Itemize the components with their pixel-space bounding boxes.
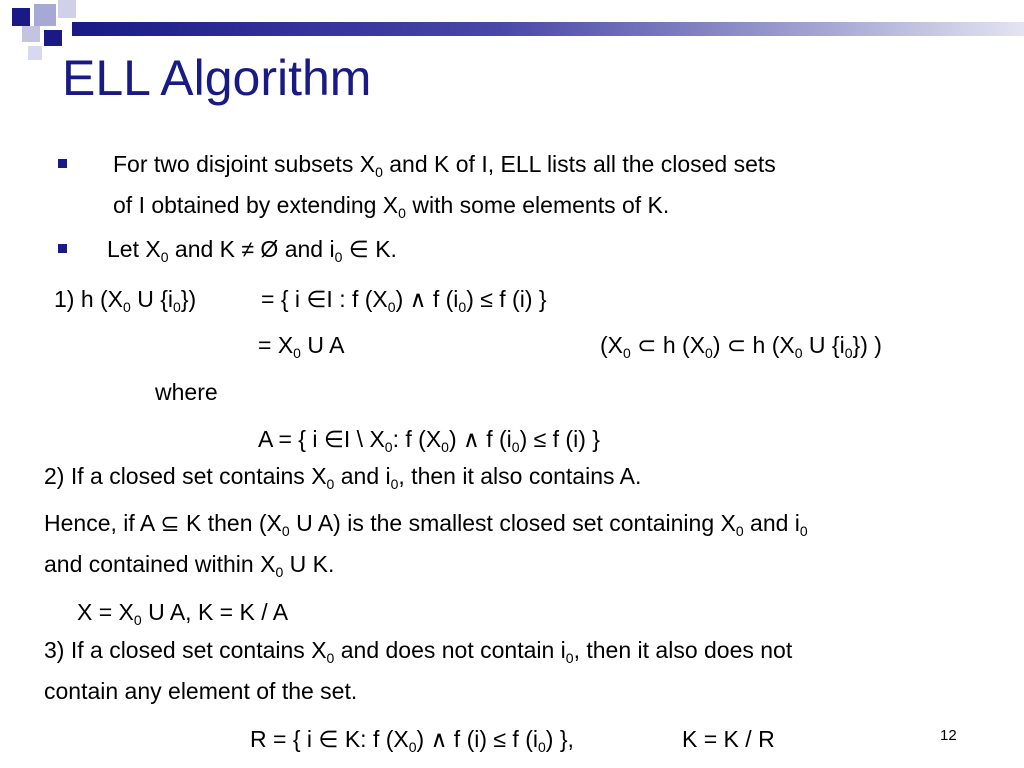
corner-square-2 (34, 4, 56, 26)
step-2-assignment: $X = X_0$ U A, K = K / A (77, 599, 289, 628)
bullet-2-line: Let $X_0$ and K ≠ Ø and $i_0$ ∈ K. (107, 236, 397, 265)
bullet-marker-2 (58, 244, 67, 253)
corner-square-6 (28, 46, 42, 60)
step-2-statement: 2) If a closed set contains $X_0$ and $i_0$, then it also contains A. (44, 463, 642, 492)
bullet-1-line-1: For two disjoint subsets $X_0$ and K of I, ELL lists all the closed sets (113, 151, 776, 180)
corner-square-1 (12, 8, 30, 26)
step-1-equality: = $X_0$ U A (258, 332, 345, 361)
title-bar-gradient (72, 22, 1024, 36)
corner-square-4 (22, 26, 40, 42)
step-1-where: where (155, 379, 218, 405)
step-2-hence-line-1: Hence, if A ⊆ K then ($X_0$ U A) is the smallest closed set containing $X_0$ and $i_0$ (44, 510, 808, 539)
step-1-equation: = { i ∈I : f $(X_0)$ ∧ f $(i_0) \le f$ (i) } (261, 286, 547, 315)
step-3-line-2: contain any element of the set. (44, 678, 358, 704)
bullet-1-line-2: of I obtained by extending $X_0$ with some elements of K. (113, 192, 670, 221)
step-1-subset-chain: ($X_0$ ⊂ h $(X_0)$ ⊂ h ($X_0$ U $\{i_0\}$) ) (600, 332, 882, 361)
corner-square-5 (44, 30, 62, 46)
step-2-hence-line-2: and contained within $X_0$ U K. (44, 551, 335, 580)
step-3-K-update: K = K / R (682, 726, 775, 752)
step-3-set-R: R = { i ∈ K: f $(X_0)$ ∧ f (i) ≤ f $(i_0)$ }, (250, 726, 574, 755)
slide-title: ELL Algorithm (62, 50, 372, 106)
corner-square-3 (58, 0, 76, 18)
bullet-marker-1 (58, 159, 67, 168)
step-3-statement: 3) If a closed set contains $X_0$ and does not contain $i_0$, then it also does not (44, 637, 793, 666)
page-number: 12 (940, 727, 957, 744)
step-1-definition: 1) h ($X_0$ U $\{i_0\}$) (54, 286, 197, 315)
step-1-set-A: A = { i ∈I \ $X_0$: f $(X_0)$ ∧ f $(i_0) \le f$ (i) } (258, 426, 600, 455)
